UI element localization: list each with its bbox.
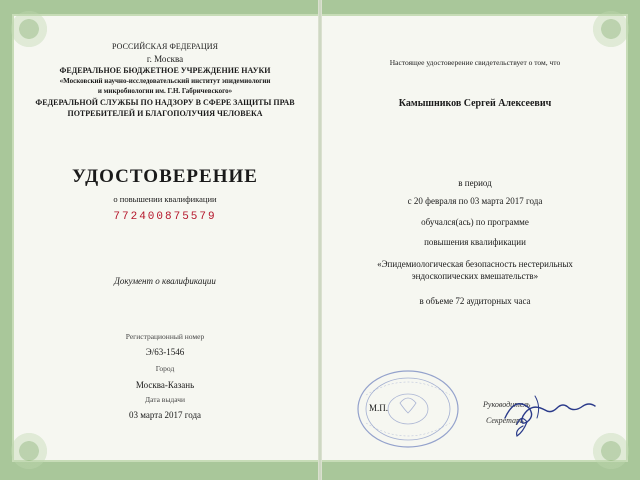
director-label: Руководитель bbox=[483, 400, 531, 409]
period-value: с 20 февраля по 03 марта 2017 года bbox=[407, 196, 543, 206]
secretary-label: Секретарь bbox=[486, 416, 524, 425]
document-title: УДОСТОВЕРЕНИЕ bbox=[72, 166, 258, 187]
volume-text: в объеме 72 аудиторных часа bbox=[419, 296, 531, 306]
seal-label: М.П. bbox=[369, 403, 389, 413]
left-page bbox=[12, 14, 318, 462]
issue-date-value: 03 марта 2017 года bbox=[128, 410, 202, 420]
director-signature-icon bbox=[497, 388, 607, 438]
round-seal-stamp-icon bbox=[348, 365, 468, 453]
right-page bbox=[322, 14, 628, 462]
intro-text: Настоящее удостоверение свидетельствует о том, что bbox=[389, 58, 561, 67]
border-pattern-right bbox=[628, 14, 640, 462]
document-type: Документ о квалификации bbox=[114, 276, 216, 286]
studied-text: обучался(ась) по программе bbox=[421, 217, 529, 227]
institution-line-3: и микробиологии им. Г.Н. Габричевского» bbox=[97, 87, 233, 95]
period-label: в период bbox=[458, 178, 492, 188]
person-name: Камышников Сергей Алексеевич bbox=[398, 98, 552, 109]
city-label: Город bbox=[155, 364, 175, 373]
document-subtitle: о повышении квалификации bbox=[113, 194, 217, 204]
institution-line-4: ФЕДЕРАЛЬНОЙ СЛУЖБЫ ПО НАДЗОРУ В СФЕРЕ ЗАЩИТЫ ПРАВ bbox=[35, 98, 295, 107]
city-value: Москва-Казань bbox=[135, 380, 195, 390]
institution-line-2: «Московский научно-исследовательский институт эпидемиологии bbox=[59, 77, 271, 85]
institution-line-5: ПОТРЕБИТЕЛЕЙ И БЛАГОПОЛУЧИЯ ЧЕЛОВЕКА bbox=[67, 109, 263, 118]
program-name-line-1: «Эпидемиологическая безопасность нестерильных bbox=[377, 259, 573, 269]
registration-label: Регистрационный номер bbox=[125, 332, 205, 341]
registration-value: Э/63-1546 bbox=[145, 347, 185, 357]
border-pattern-left bbox=[0, 14, 12, 462]
program-type: повышения квалификации bbox=[424, 237, 526, 247]
federation-heading: РОССИЙСКАЯ ФЕДЕРАЦИЯ bbox=[111, 42, 219, 51]
institution-line-1: ФЕДЕРАЛЬНОЕ БЮДЖЕТНОЕ УЧРЕЖДЕНИЕ НАУКИ bbox=[59, 66, 271, 75]
program-name-line-2: эндоскопических вмешательств» bbox=[411, 271, 539, 281]
issue-date-label: Дата выдачи bbox=[144, 395, 186, 404]
city-heading: г. Москва bbox=[146, 54, 184, 64]
serial-number: 772400875579 bbox=[113, 211, 217, 223]
